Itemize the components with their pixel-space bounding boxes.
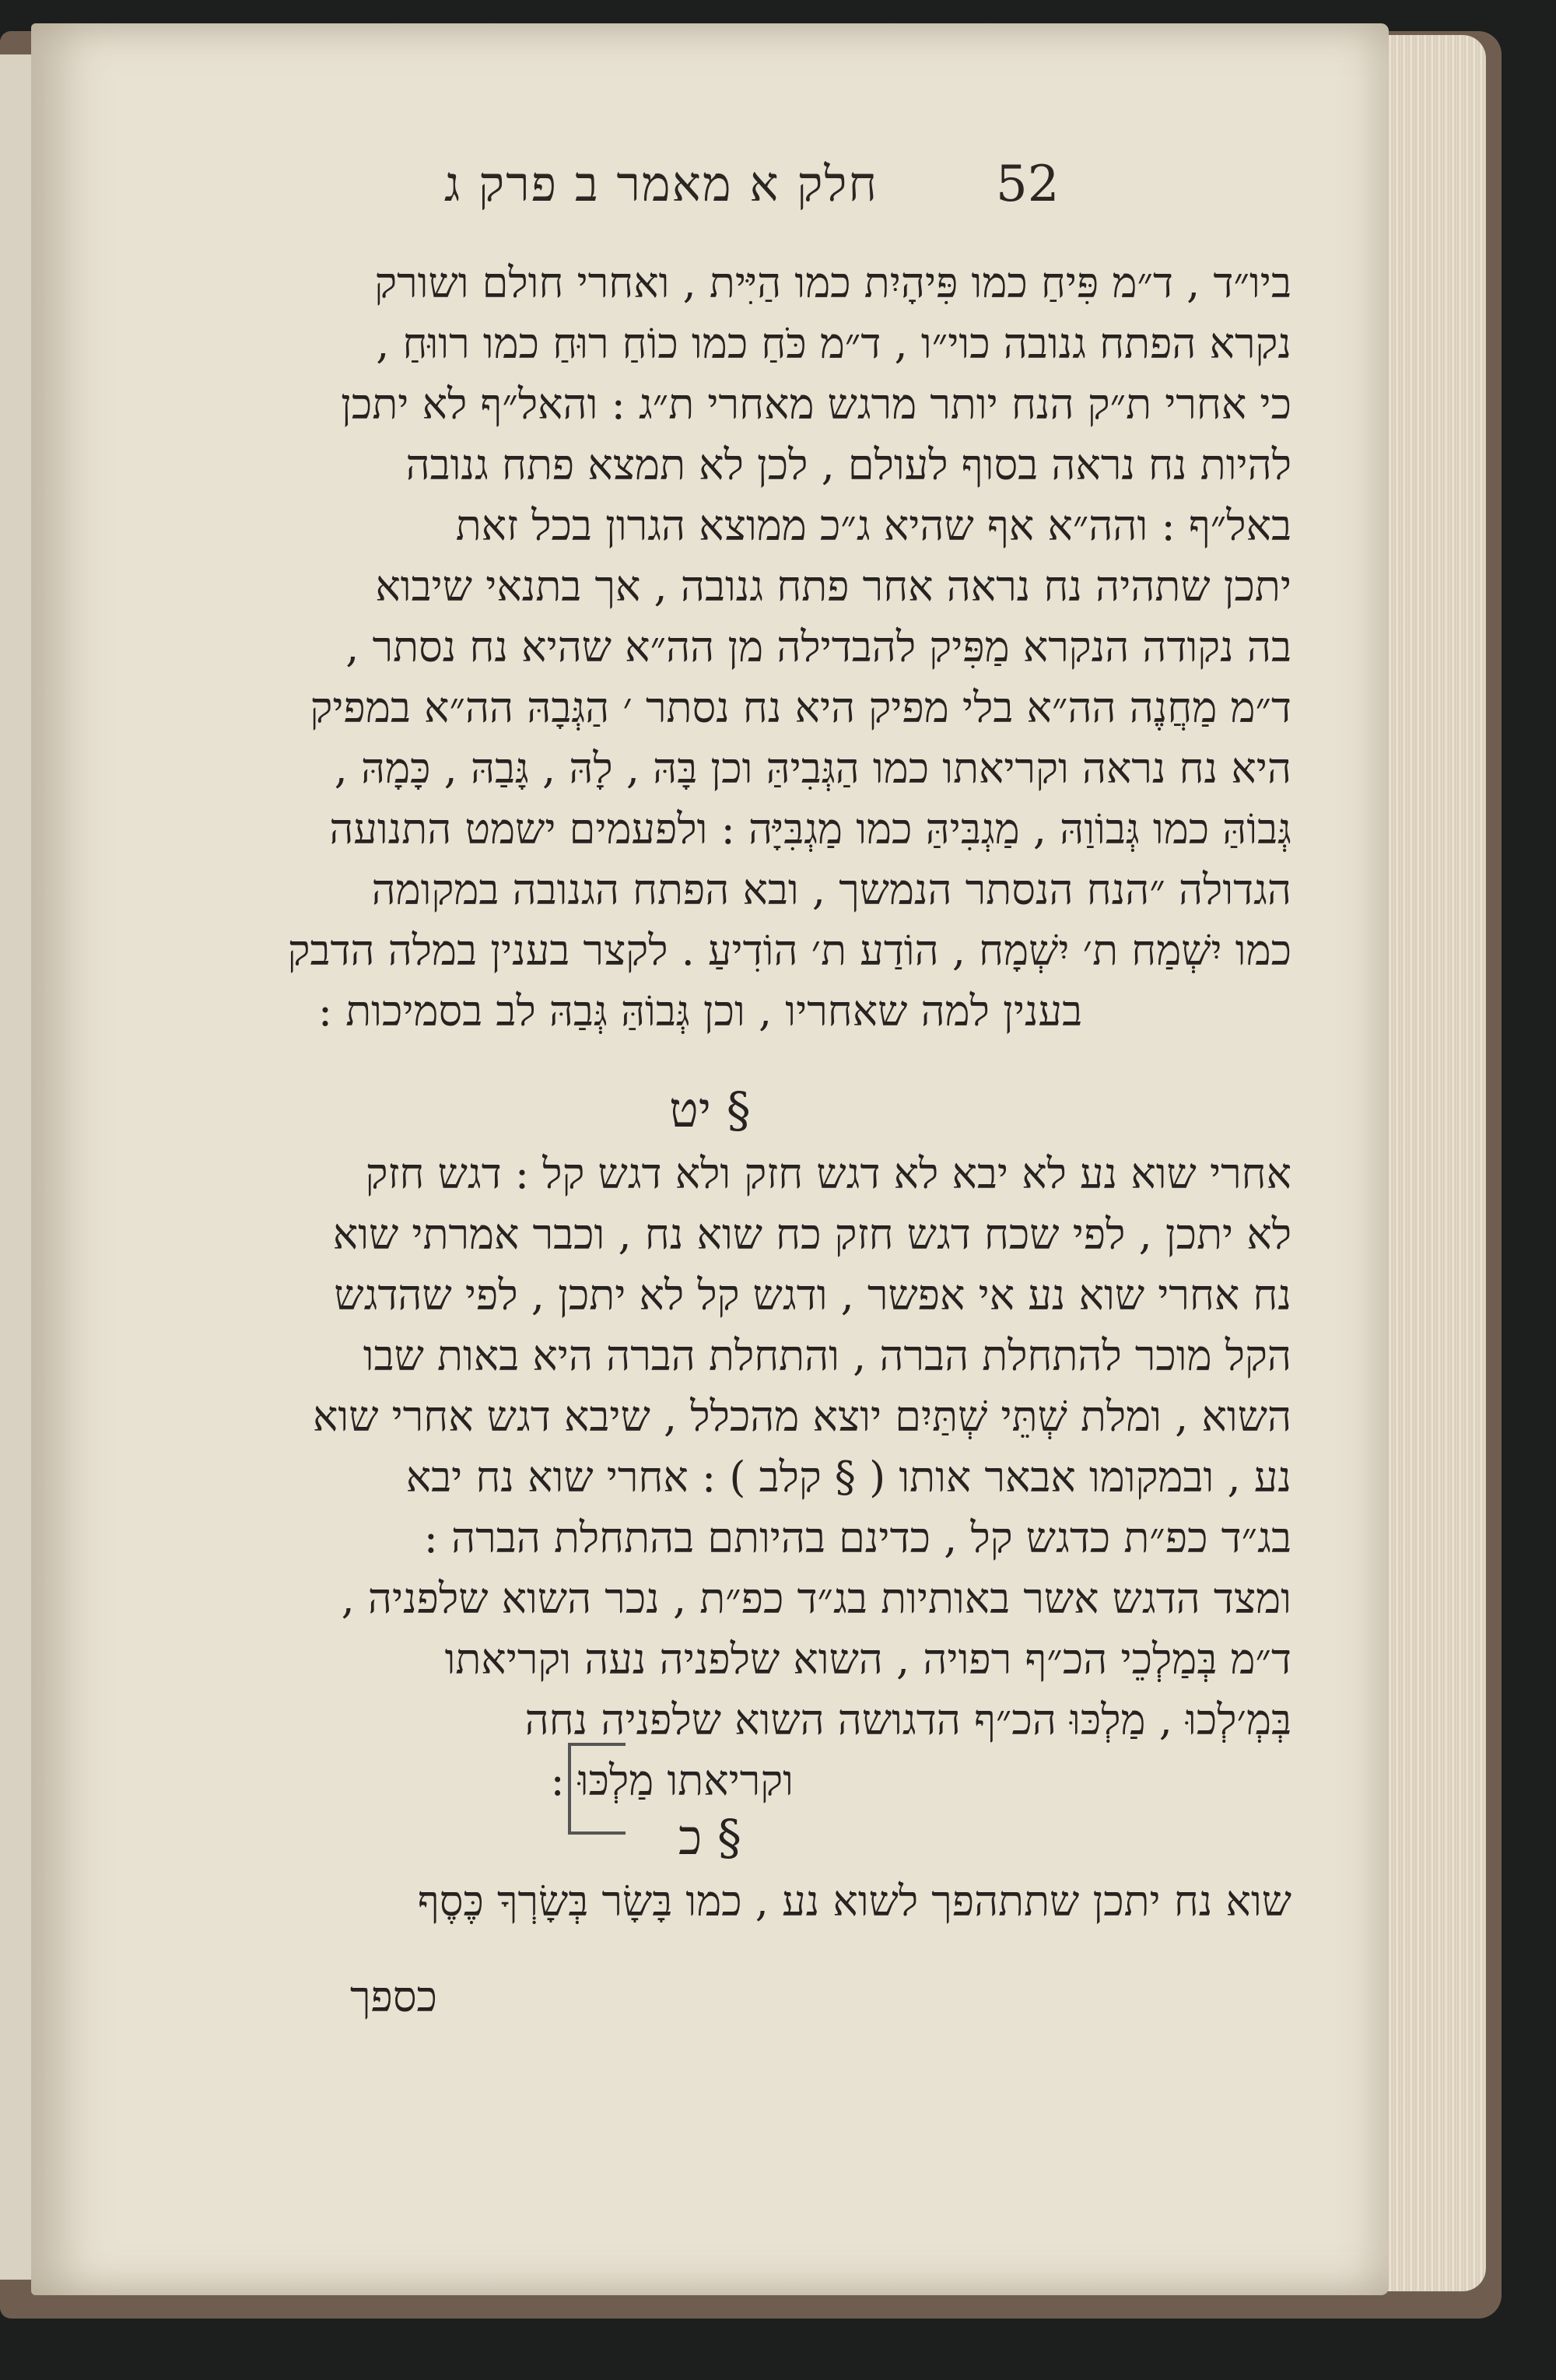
text-line: נקרא הפתח גנובה כוי״ו , ד״מ כֹּחַ כמו כוֹחַ רוּחַ כמו רווּחַ , — [376, 319, 1291, 368]
page-header — [31, 140, 1389, 226]
page-number: 52 — [996, 156, 1060, 213]
text-line: השוא , ומלת שְׁתֵּי שְׁתַּיִם יוצא מהכלל , שיבא דגש אחרי שוא — [312, 1392, 1291, 1441]
text-line: נח אחרי שוא נע אי אפשר , ודגש קל לא יתכן , לפי שהדגש — [334, 1271, 1291, 1320]
text-line: כי אחרי ת״ק הנח יותר מרגש מאחרי ת״ג : והאל״ף לא יתכן — [341, 380, 1291, 429]
text-line: יתכן שתהיה נח נראה אחר פתח גנובה , אך בתנאי שיבוא — [375, 562, 1291, 611]
text-block-3 — [109, 1871, 1291, 1932]
text-line: הקל מוכר להתחלת הברה , והתחלת הברה היא באות שבו — [363, 1331, 1291, 1380]
text-line: אחרי שוא נע לא יבא לא דגש חזק ולא דגש קל : דגש חזק — [365, 1149, 1291, 1198]
text-line: להיות נח נראה בסוף לעולם , לכן לא תמצא פתח גנובה — [405, 440, 1291, 489]
section-heading-20: § כ — [678, 1809, 741, 1866]
book-page — [31, 23, 1389, 2295]
text-line: היא נח נראה וקריאתו כמו הַגְּבִיהַּ וכן בָּהּ , לָהּ , גָּבַהּ , כָּמָהּ , — [334, 744, 1291, 793]
text-line: שוא נח יתכן שתתהפך לשוא נע , כמו בָּשָׂר בְּשָׂרְךָ כֶּסֶף — [417, 1877, 1291, 1926]
text-line: ביו״ד , ד״מ פִּיחַ כמו פִּיהָיִת כמו הַיִּית , ואחרי חולם ושורק — [374, 258, 1291, 307]
text-block-2 — [109, 1144, 1291, 1811]
text-line: בג״ד כפ״ת כדגש קל , כדינם בהיותם בהתחלת הברה : — [423, 1513, 1291, 1562]
running-head: חלק א מאמר ב פרק ג — [443, 156, 879, 212]
catchword: כספך — [350, 1972, 437, 2021]
text-line: באל״ף : והה״א אף שהיא ג״כ ממוצא הגרון בכל זאת — [455, 501, 1291, 550]
text-block-1 — [109, 253, 1291, 1042]
section-heading-19: § יט — [669, 1081, 751, 1138]
text-line: כמו יִשְׁמַח ת׳ יִשְׁמָח , הוֹדַע ת׳ הוֹדִיעַ . לקצר בענין במלה הדבק — [287, 926, 1291, 975]
text-line: הגדולה ״הנח הנסתר הנמשך , ובא הפתח הגנובה במקומה — [371, 865, 1291, 914]
text-line: ד״מ בְּמַלְכֵי הכ״ף רפויה , השוא שלפניה נעה וקריאתו — [444, 1635, 1291, 1684]
text-line: בענין למה שאחריו , וכן גְּבוֹהַּ גְּבַהּ לב בסמיכות : — [317, 987, 1083, 1036]
text-line: גְּבוֹהַּ כמו גְּבוֹוַהּ , מַגְבִּיהַּ כמו מַגְבִּיָּה : ולפעמים ישמט התנועה — [329, 804, 1291, 854]
text-line: נע , ובמקומו אבאר אותו ( § קלב ) : אחרי שוא נח יבא — [405, 1453, 1291, 1502]
text-line: לא יתכן , לפי שכח דגש חזק כח שוא נח , וכבר אמרתי שוא — [332, 1210, 1291, 1259]
text-line: וקריאתו מַלְכּוּ : — [550, 1756, 794, 1805]
text-line: ד״מ מַחֲנֶה הה״א בלי מפיק היא נח נסתר ׳ הַגְּבָהּ הה״א במפיק — [310, 683, 1291, 732]
text-line: ומצד הדגש אשר באותיות בג״ד כפ״ת , נכר השוא שלפניה , — [341, 1574, 1291, 1623]
text-line: בְּמְ׳לְכוּ , מַלְכּוּ הכ״ף הדגושה השוא שלפניה נחה — [524, 1695, 1291, 1744]
text-line: בה נקודה הנקרא מַפִּיק להבדילה מן הה״א שהיא נח נסתר , — [345, 622, 1291, 671]
